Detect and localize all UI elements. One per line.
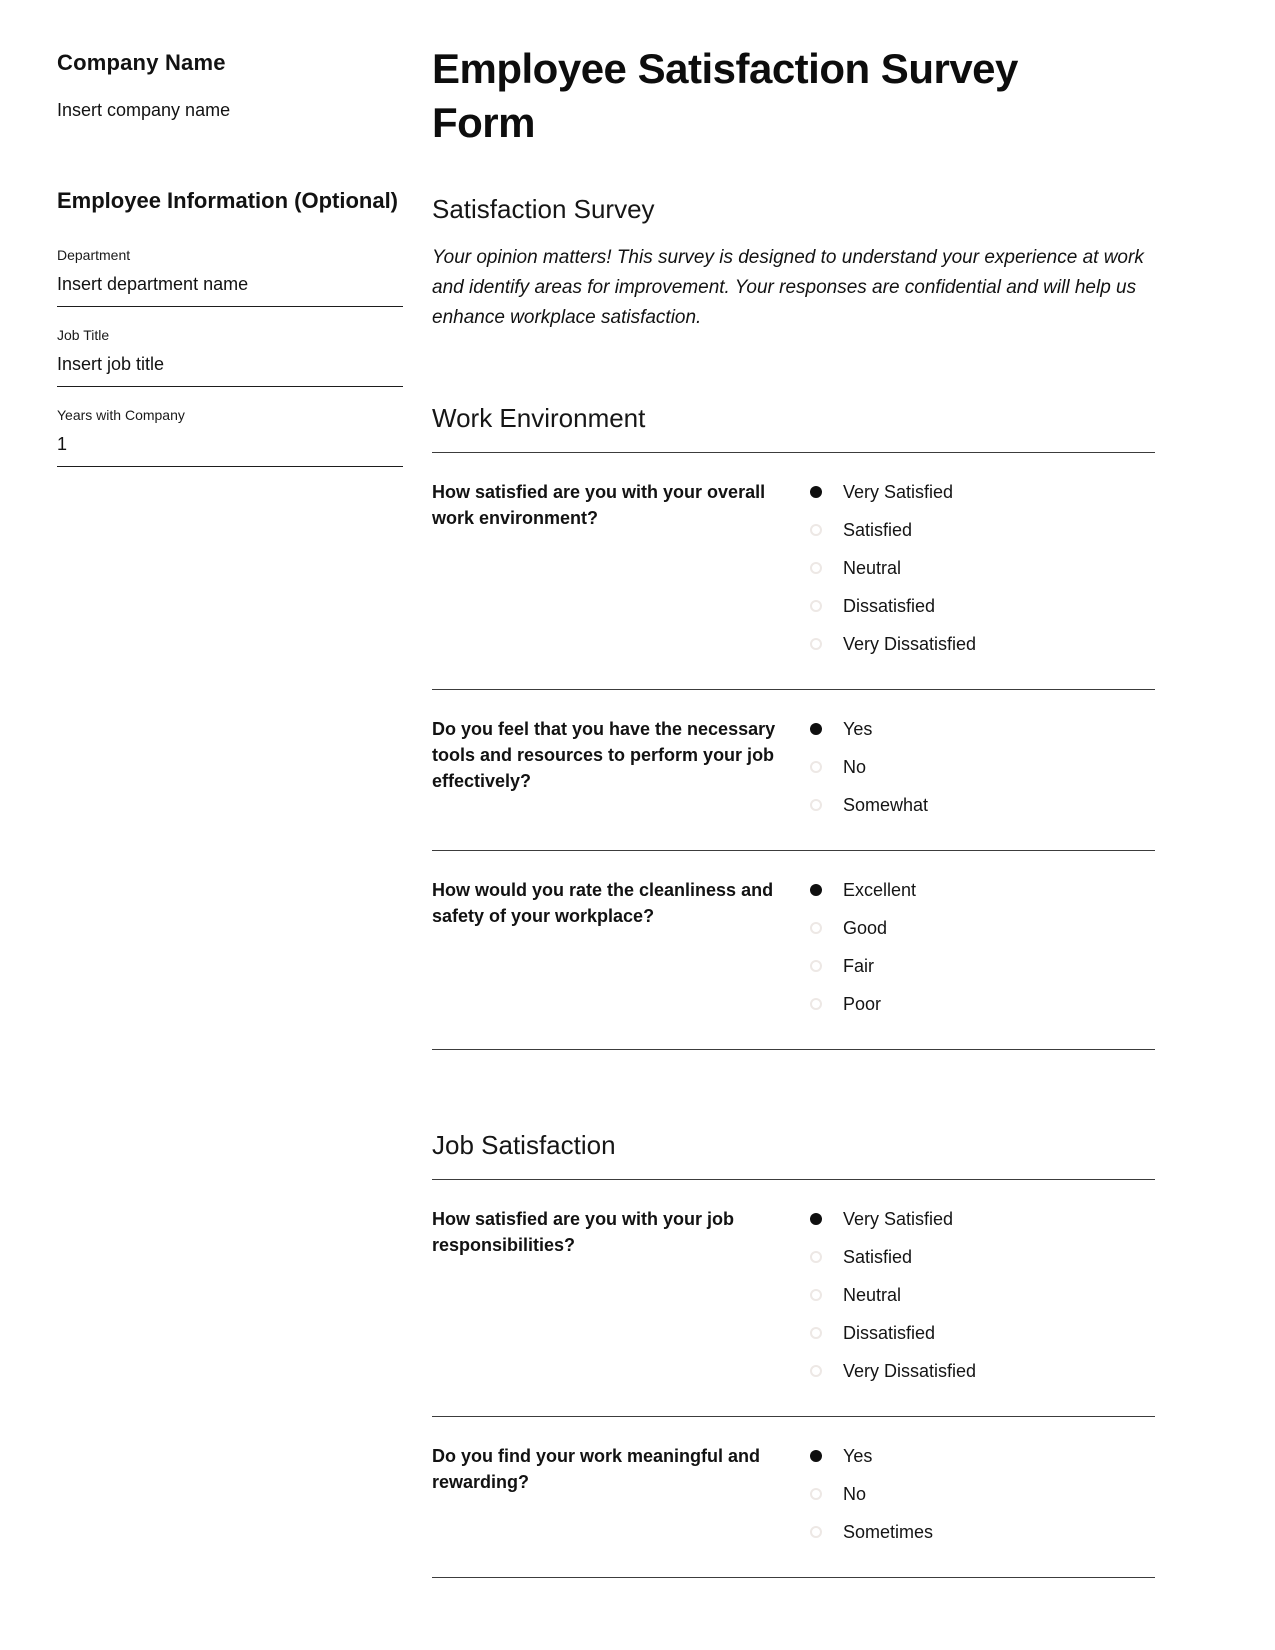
- option-label: Somewhat: [843, 794, 929, 815]
- radio-selected-icon[interactable]: [810, 1213, 822, 1225]
- radio-option[interactable]: [810, 1276, 1155, 1314]
- radio-option[interactable]: [810, 1314, 1155, 1352]
- option-label: Fair: [843, 955, 874, 976]
- survey-main: [432, 42, 1155, 1578]
- survey-section: [432, 403, 1155, 1050]
- radio-unselected-icon[interactable]: [810, 562, 822, 574]
- options-group: [810, 710, 1155, 824]
- survey-section: [432, 1130, 1155, 1578]
- question-row: [432, 1417, 1155, 1578]
- radio-option[interactable]: [810, 985, 1155, 1023]
- radio-option[interactable]: [810, 1513, 1155, 1551]
- option-label: Neutral: [843, 1284, 902, 1305]
- job-title-label: Job Title: [57, 327, 110, 343]
- survey-sections: [432, 403, 1155, 1578]
- section-heading: Job Satisfaction: [432, 1130, 1155, 1180]
- question-text: How satisfied are you with your job responsibilities?: [432, 1209, 735, 1255]
- options-group: [810, 871, 1155, 1023]
- section-heading: Work Environment: [432, 403, 1155, 453]
- option-label: Satisfied: [843, 1246, 913, 1267]
- radio-unselected-icon[interactable]: [810, 1488, 822, 1500]
- option-label: Very Satisfied: [843, 1208, 954, 1229]
- radio-option[interactable]: [810, 748, 1155, 786]
- satisfaction-survey-heading: Satisfaction Survey: [432, 194, 655, 224]
- years-with-company-field[interactable]: [57, 407, 403, 467]
- question-text: Do you feel that you have the necessary tools and resources to perform your job effectively?: [432, 719, 776, 791]
- radio-option[interactable]: [810, 625, 1155, 663]
- radio-unselected-icon[interactable]: [810, 1289, 822, 1301]
- option-label: No: [843, 1483, 867, 1504]
- radio-option[interactable]: [810, 909, 1155, 947]
- radio-selected-icon[interactable]: [810, 486, 822, 498]
- radio-unselected-icon[interactable]: [810, 998, 822, 1010]
- years-with-company-label: Years with Company: [57, 407, 185, 423]
- question-row: [432, 690, 1155, 851]
- question-row: [432, 851, 1155, 1050]
- radio-selected-icon[interactable]: [810, 1450, 822, 1462]
- radio-option[interactable]: [810, 710, 1155, 748]
- question-row: [432, 453, 1155, 690]
- radio-unselected-icon[interactable]: [810, 960, 822, 972]
- option-label: Excellent: [843, 879, 917, 900]
- option-label: Sometimes: [843, 1521, 934, 1542]
- option-label: Very Satisfied: [843, 481, 954, 502]
- radio-unselected-icon[interactable]: [810, 761, 822, 773]
- radio-selected-icon[interactable]: [810, 884, 822, 896]
- option-label: Very Dissatisfied: [843, 633, 977, 654]
- option-label: Very Dissatisfied: [843, 1360, 977, 1381]
- radio-unselected-icon[interactable]: [810, 1365, 822, 1377]
- company-name-heading: Company Name: [57, 50, 226, 75]
- radio-unselected-icon[interactable]: [810, 1526, 822, 1538]
- company-name-field[interactable]: Insert company name: [57, 100, 231, 120]
- option-label: Dissatisfied: [843, 595, 936, 616]
- radio-option[interactable]: [810, 511, 1155, 549]
- radio-unselected-icon[interactable]: [810, 600, 822, 612]
- question-text: How would you rate the cleanliness and safety of your workplace?: [432, 880, 774, 926]
- option-label: Poor: [843, 993, 882, 1014]
- survey-description: Your opinion matters! This survey is designed to understand your experience at work and identify areas for improvement. Your responses are confidential and will help us enhance workplace satisfaction.: [432, 247, 1144, 328]
- radio-option[interactable]: [810, 1200, 1155, 1238]
- radio-option[interactable]: [810, 473, 1155, 511]
- question-text: Do you find your work meaningful and rewarding?: [432, 1446, 761, 1492]
- department-field[interactable]: [57, 247, 403, 307]
- department-label: Department: [57, 247, 131, 263]
- radio-option[interactable]: [810, 1238, 1155, 1276]
- radio-option[interactable]: [810, 947, 1155, 985]
- radio-option[interactable]: [810, 587, 1155, 625]
- radio-option[interactable]: [810, 549, 1155, 587]
- option-label: Yes: [843, 718, 873, 739]
- radio-unselected-icon[interactable]: [810, 922, 822, 934]
- employee-info-heading: Employee Information (Optional): [57, 188, 399, 213]
- options-group: [810, 1200, 1155, 1390]
- option-label: Dissatisfied: [843, 1322, 936, 1343]
- question-row: [432, 1180, 1155, 1417]
- radio-option[interactable]: [810, 871, 1155, 909]
- radio-option[interactable]: [810, 1475, 1155, 1513]
- radio-option[interactable]: [810, 1352, 1155, 1390]
- options-group: [810, 473, 1155, 663]
- radio-unselected-icon[interactable]: [810, 638, 822, 650]
- option-label: Yes: [843, 1445, 873, 1466]
- job-title-field[interactable]: [57, 327, 403, 387]
- radio-option[interactable]: [810, 786, 1155, 824]
- radio-selected-icon[interactable]: [810, 723, 822, 735]
- options-group: [810, 1437, 1155, 1551]
- option-label: Satisfied: [843, 519, 913, 540]
- form-title: Employee Satisfaction Survey Form: [432, 45, 1018, 146]
- employee-info-sidebar: [57, 50, 403, 487]
- department-value[interactable]: Insert department name: [57, 274, 249, 294]
- radio-unselected-icon[interactable]: [810, 799, 822, 811]
- years-with-company-value[interactable]: 1: [57, 434, 68, 454]
- job-title-value[interactable]: Insert job title: [57, 354, 165, 374]
- option-label: Good: [843, 917, 888, 938]
- radio-unselected-icon[interactable]: [810, 524, 822, 536]
- radio-unselected-icon[interactable]: [810, 1327, 822, 1339]
- option-label: No: [843, 756, 867, 777]
- option-label: Neutral: [843, 557, 902, 578]
- radio-unselected-icon[interactable]: [810, 1251, 822, 1263]
- question-text: How satisfied are you with your overall work environment?: [432, 482, 766, 528]
- radio-option[interactable]: [810, 1437, 1155, 1475]
